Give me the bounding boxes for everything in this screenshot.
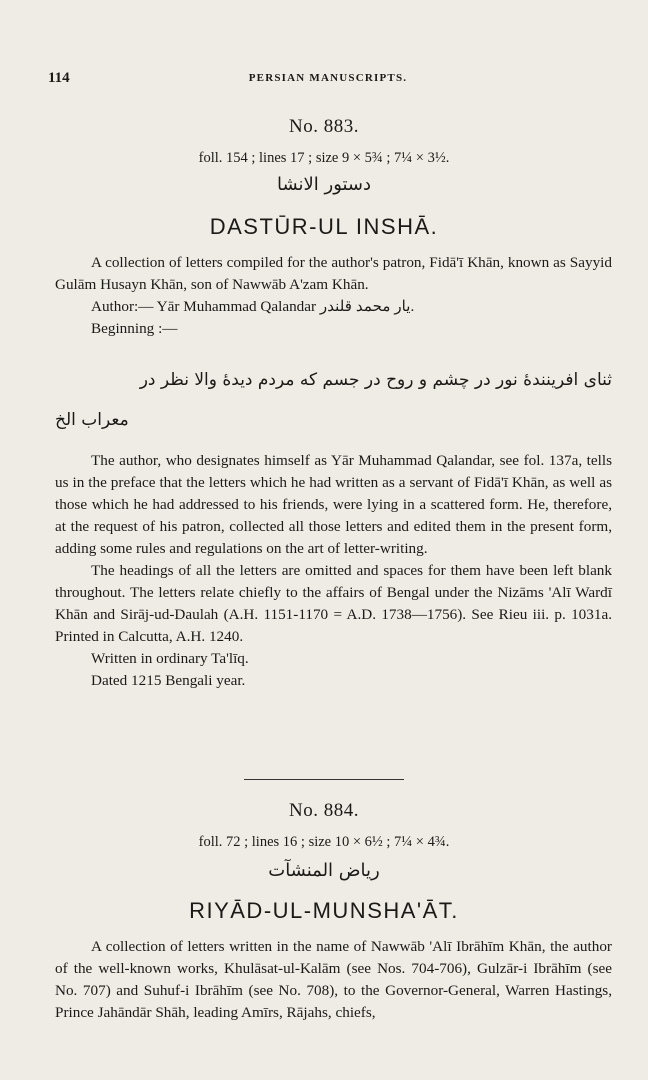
entry-884-description-block [55, 936, 612, 1024]
entry-883-beginning-text-2: معراب الخ [55, 410, 129, 430]
page-header [48, 70, 608, 90]
entry-883-arabic-title: دستور الانشا [276, 174, 372, 195]
entry-884-description: A collection of letters written in the name of Nawwāb 'Alī Ibrāhīm Khān, the author of the well-known works, Khulāsat-ul-Kalām (see Nos. 704-706), Gulzār-i Ibrāhīm (see No. 707) and Suhuf-i Ibrāhīm (see No. 708), to the Governor-General, Warren Hastings, Prince Jahāndār Shāh, leading Amīrs, Rājahs, chiefs, [55, 938, 612, 1021]
entry-883-beginning-text-1: ثنای افرینندهٔ نور در چشم و روح در جسم که مردم دیدهٔ والا نظر در [139, 370, 612, 390]
entry-883-body [55, 450, 612, 692]
entry-884-arabic-title: ریاض المنشآت [268, 860, 380, 881]
running-title: PERSIAN MANUSCRIPTS. [248, 72, 408, 84]
entry-883-dated: Dated 1215 Bengali year. [91, 672, 246, 689]
entry-883-body-paragraph-2: The headings of all the letters are omitted and spaces for them have been left blank throughout. The letters relate chiefly to the affairs of Bengal under the Nizāms 'Alī Wardī Khān and Sirāj-ud-Daulah (A.H. 1151-1170 = A.D. 1738—1756). See Rieu iii. p. 1031a. Printed in Calcutta, A.H. 1240. [55, 562, 612, 645]
entry-884-foll: foll. 72 ; lines 16 ; size 10 × 6½ ; 7¼ × 4¾. [198, 834, 450, 850]
section-divider [244, 779, 404, 780]
entry-883-foll: foll. 154 ; lines 17 ; size 9 × 5¾ ; 7¼ × 3½. [198, 150, 450, 166]
entry-883-body-paragraph-1: The author, who designates himself as Yār Muhammad Qalandar, see fol. 137a, tells us in the preface that the letters which he had written as a servant of Fidā'ī Khān, as well as those which he had addressed to his friends, were lying in a scattered form. He, therefore, at the request of his patron, collected all those letters and edited them in the present form, adding some rules and regulations on the art of letter-writing. [55, 452, 612, 557]
entry-883-beginning-text-2-wrap [55, 410, 612, 430]
entry-883-title: DASTŪR-UL INSHĀ. [209, 214, 439, 239]
entry-883-number: No. 883. [289, 116, 359, 137]
entry-884-number: No. 884. [289, 800, 359, 821]
entry-883-description-block [55, 252, 612, 340]
entry-883-author: Author:— Yār Muhammad Qalandar یار محمد قلندر. [91, 298, 415, 315]
entry-883-written: Written in ordinary Ta'līq. [91, 650, 249, 667]
entry-883-description: A collection of letters compiled for the author's patron, Fidā'ī Khān, known as Sayyid Gulām Husayn Khān, son of Nawwāb A'zam Khān. [55, 254, 612, 293]
entry-884-title: RIYĀD-UL-MUNSHA'ĀT. [189, 898, 459, 923]
entry-883-beginning-label: Beginning :— [91, 320, 178, 337]
page-number: 114 [48, 70, 70, 86]
